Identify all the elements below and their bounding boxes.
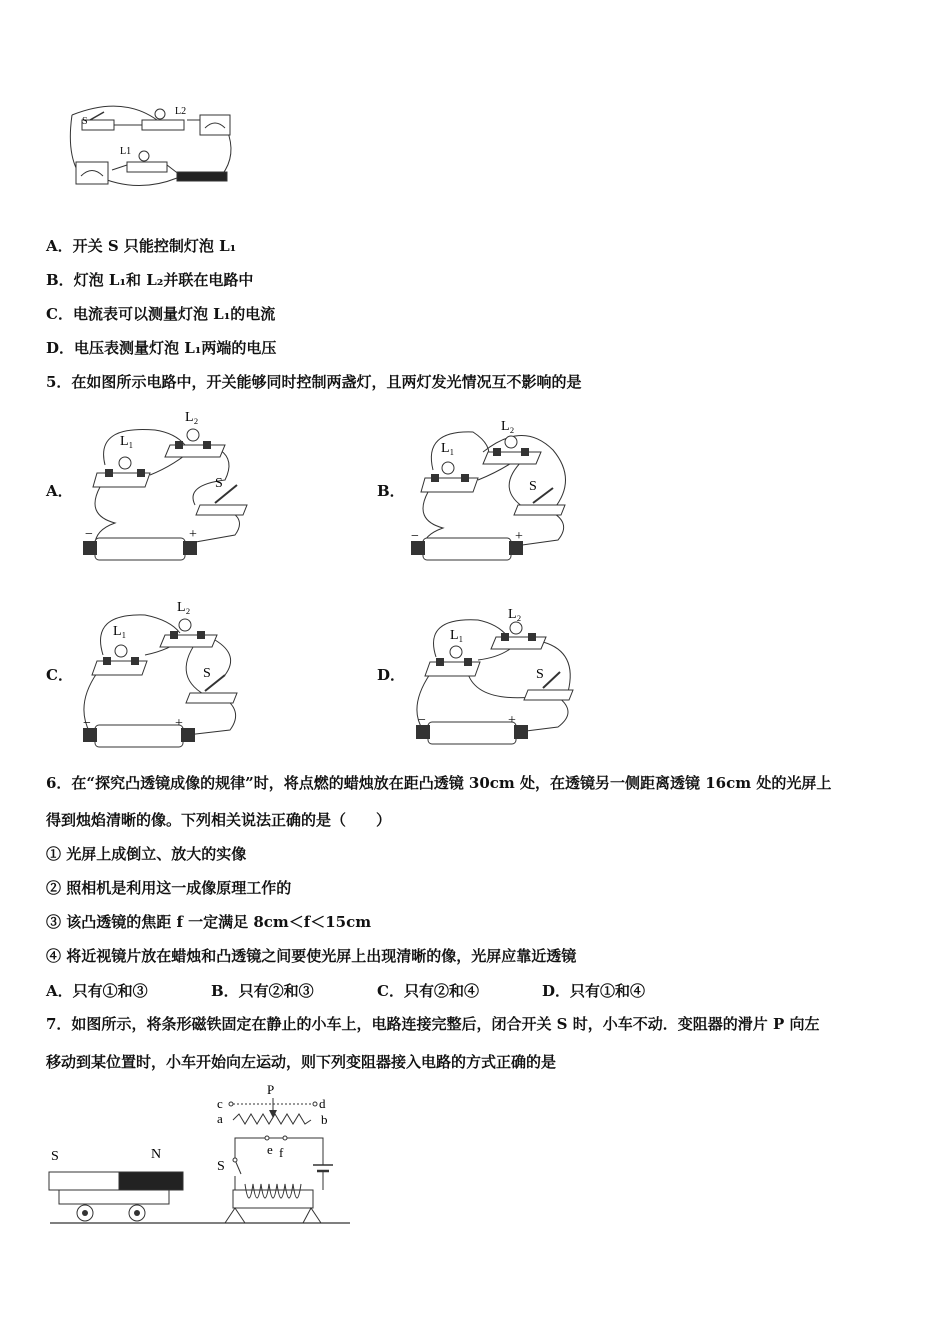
q5b-label-plus: + (515, 529, 523, 544)
q4-option-c: C．电流表可以测量灯泡 L₁的电流 (46, 305, 276, 323)
q7-label-e: e (267, 1142, 273, 1157)
q7-label-d: d (319, 1096, 326, 1111)
q6-statement-1: ① 光屏上成倒立、放大的实像 (46, 845, 247, 863)
q7-stem-line1: 7．如图所示，将条形磁铁固定在静止的小车上，电路连接完整后，闭合开关 S 时，小车不动．变阻器的滑片 P 向左 (46, 1015, 820, 1033)
q7-label-n-pole: N (151, 1147, 162, 1162)
q5d-label-minus: − (418, 713, 426, 728)
q7-figure (45, 1080, 355, 1230)
q4-option-d: D．电压表测量灯泡 L₁两端的电压 (46, 339, 277, 357)
q7-label-s-pole: S (51, 1149, 59, 1164)
q5-figure-a (75, 405, 260, 570)
q5-option-a-label: A． (46, 482, 73, 500)
q7-label-b: b (321, 1112, 328, 1127)
q5d-label-plus: + (508, 713, 516, 728)
q4-label-l2: L2 (175, 106, 187, 117)
q5-option-d-label: D． (377, 666, 406, 684)
q4-option-a: A．开关 S 只能控制灯泡 L₁ (46, 237, 237, 255)
q5-stem: 5．在如图所示电路中，开关能够同时控制两盏灯，且两灯发光情况互不影响的是 (46, 373, 582, 391)
q5d-label-l2: L₂ (508, 607, 522, 622)
q5-option-c-label: C． (46, 666, 73, 684)
q5a-label-minus: − (85, 527, 93, 542)
q5-figure-c (75, 595, 260, 755)
q5b-label-s: S (529, 479, 537, 494)
q7-label-c: c (217, 1096, 223, 1111)
q6-stem-line2: 得到烛焰清晰的像。下列相关说法正确的是（ ） (46, 811, 392, 829)
q4-option-b: B．灯泡 L₁和 L₂并联在电路中 (46, 271, 254, 289)
q5a-label-l2: L₂ (185, 410, 199, 425)
q6-statement-4: ④ 将近视镜片放在蜡烛和凸透镜之间要使光屏上出现清晰的像，光屏应靠近透镜 (46, 947, 577, 965)
q7-label-f: f (279, 1145, 284, 1160)
q5c-label-minus: − (83, 716, 91, 731)
q4-label-l1: L1 (120, 146, 132, 157)
q5a-label-plus: + (189, 527, 197, 542)
q5-figure-b (403, 410, 588, 570)
q5b-label-l2: L₂ (501, 419, 515, 434)
q7-stem-line2: 移动到某位置时，小车开始向左运动，则下列变阻器接入电路的方式正确的是 (46, 1053, 557, 1071)
q5b-label-minus: − (411, 529, 419, 544)
q6-choice-d: D．只有①和④ (542, 982, 646, 1000)
q5a-label-l1: L₁ (120, 434, 134, 449)
q5c-label-plus: + (175, 716, 183, 731)
q5c-label-l2: L₂ (177, 600, 191, 615)
q4-label-s: S (82, 116, 88, 127)
q5d-label-s: S (536, 667, 544, 682)
q7-label-p: P (267, 1082, 275, 1097)
q6-choice-a: A．只有①和③ (46, 982, 148, 1000)
q5b-label-l1: L₁ (441, 441, 455, 456)
q6-statement-3: ③ 该凸透镜的焦距 f 一定满足 8cm＜f＜15cm (46, 913, 372, 931)
q6-choice-b: B．只有②和③ (211, 982, 314, 1000)
q5c-label-l1: L₁ (113, 624, 127, 639)
q5-option-b-label: B． (377, 482, 405, 500)
q6-statement-2: ② 照相机是利用这一成像原理工作的 (46, 879, 292, 897)
q5d-label-l1: L₁ (450, 628, 464, 643)
q4-circuit-figure (62, 100, 242, 195)
q6-stem-line1: 6．在“探究凸透镜成像的规律”时，将点燃的蜡烛放在距凸透镜 30cm 处，在透镜另一侧距离透镜 16cm 处的光屏上 (46, 774, 832, 792)
q7-label-a: a (217, 1111, 223, 1126)
q5-figure-d (408, 602, 593, 752)
q5a-label-s: S (215, 476, 223, 491)
q7-label-switch-s: S (217, 1159, 225, 1174)
q5c-label-s: S (203, 666, 211, 681)
q6-choice-c: C．只有②和④ (377, 982, 479, 1000)
